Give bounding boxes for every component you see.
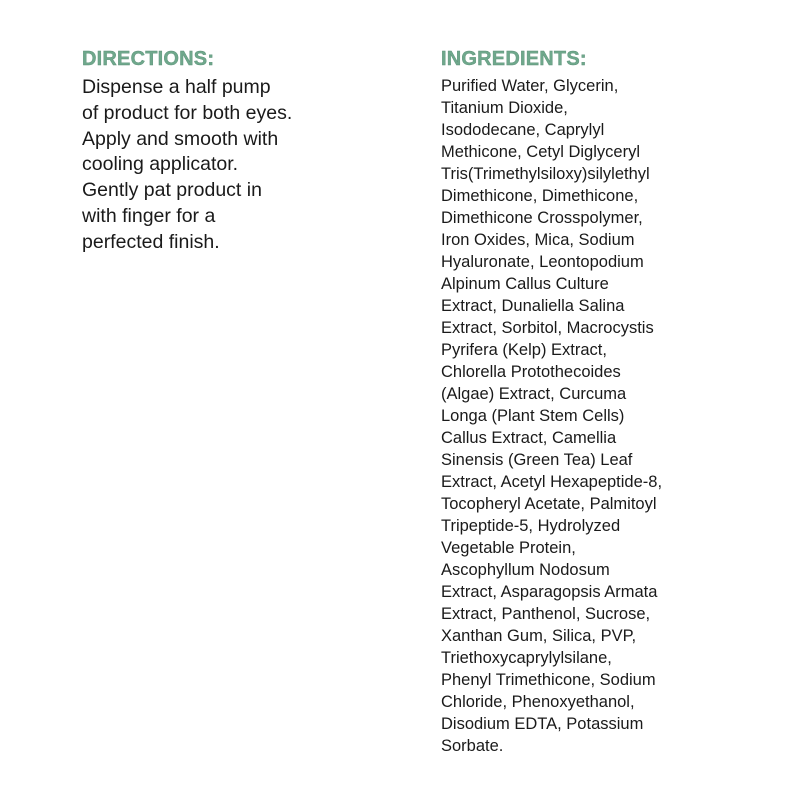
directions-heading: DIRECTIONS:	[82, 48, 215, 70]
directions-text: Dispense a half pump of product for both eyes. Apply and smooth with cooling applicator. Gently pat product in with finger for a perfected finish.	[82, 76, 293, 253]
ingredients-section	[441, 48, 761, 757]
ingredients-text: Purified Water, Glycerin, Titanium Dioxide, Isododecane, Caprylyl Methicone, Cetyl Diglyceryl Tris(Trimethylsiloxy)silylethyl Dimethicone, Dimethicone, Dimethicone Crosspolymer, Iron Oxides, Mica, Sodium Hyaluronate, Leontopodium Alpinum Callus Culture Extract, Dunaliella Salina Extract, Sorbitol, Macrocystis Pyrifera (Kelp) Extract, Chlorella Protothecoides (Algae) Extract, Curcuma Longa (Plant Stem Cells) Callus Extract, Camellia Sinensis (Green Tea) Leaf Extract, Acetyl Hexapeptide-8, Tocopheryl Acetate, Palmitoyl Tripeptide-5, Hydrolyzed Vegetable Protein, Ascophyllum Nodosum Extract, Asparagopsis Armata Extract, Panthenol, Sucrose, Xanthan Gum, Silica, PVP, Triethoxycaprylylsilane, Phenyl Trimethicone, Sodium Chloride, Phenoxyethanol, Disodium EDTA, Potassium Sorbate.	[441, 77, 663, 755]
directions-section	[82, 48, 382, 256]
ingredients-heading: INGREDIENTS:	[441, 48, 587, 70]
